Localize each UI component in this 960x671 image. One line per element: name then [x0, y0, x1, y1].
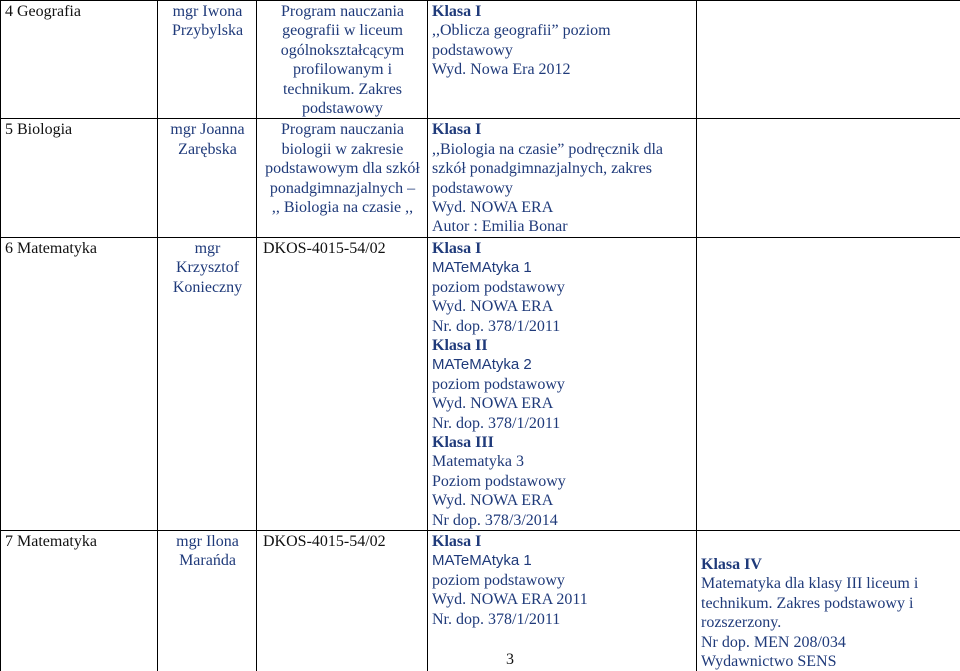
- text-line: poziom podstawowy: [432, 571, 693, 590]
- text-line: ,, Biologia na czasie ,,: [261, 198, 424, 217]
- class-heading: Klasa I: [432, 239, 693, 258]
- text-line: Nr. dop. 378/1/2011: [432, 610, 693, 629]
- program-cell: [257, 119, 428, 237]
- text-line: podstawowy: [432, 179, 693, 198]
- text-line: Wyd. NOWA ERA 2011: [432, 590, 693, 609]
- text-line: Program nauczania: [261, 2, 424, 21]
- subject-cell: 4 Geografia: [1, 1, 158, 119]
- text-line: Wyd. Nowa Era 2012: [432, 60, 693, 79]
- textbook-cell: [428, 237, 697, 530]
- notes-cell: [697, 1, 960, 119]
- text-line: MATeMAtyka 1: [432, 551, 693, 570]
- table-row: [1, 119, 960, 237]
- text-line: poziom podstawowy: [432, 375, 693, 394]
- text-line: profilowanym i: [261, 60, 424, 79]
- text-line: Wydawnictwo SENS: [701, 652, 957, 671]
- text-line: Nr dop. 378/3/2014: [432, 511, 693, 530]
- table-body: [1, 1, 960, 671]
- text-line: Wyd. NOWA ERA: [432, 297, 693, 316]
- notes-cell: [697, 237, 960, 530]
- text-line: podstawowy: [432, 41, 693, 60]
- teacher-cell: mgr Iwona Przybylska: [158, 1, 257, 119]
- program-cell: [257, 530, 428, 671]
- text-line: Program nauczania: [261, 120, 424, 139]
- text-line: geografii w liceum: [261, 21, 424, 40]
- text-line: ,,Oblicza geografii” poziom: [432, 21, 693, 40]
- text-line: ,,Biologia na czasie” podręcznik dla: [432, 140, 693, 159]
- textbook-cell: [428, 530, 697, 671]
- textbook-cell: [428, 1, 697, 119]
- program-number: DKOS-4015-54/02: [261, 532, 424, 551]
- notes-cell: [697, 119, 960, 237]
- text-line: biologii w zakresie: [261, 140, 424, 159]
- table-row: [1, 237, 960, 530]
- subject-cell: 7 Matematyka: [1, 530, 158, 671]
- textbook-cell: [428, 119, 697, 237]
- page-number: 3: [506, 650, 514, 669]
- class-heading: Klasa IV: [701, 555, 957, 574]
- class-heading: Klasa I: [432, 532, 693, 551]
- text-line: podstawowym dla szkół: [261, 159, 424, 178]
- table-row: [1, 1, 960, 119]
- text-line: Poziom podstawowy: [432, 472, 693, 491]
- text-line: Nr dop. MEN 208/034: [701, 633, 957, 652]
- class-heading: Klasa II: [432, 336, 693, 355]
- program-number: DKOS-4015-54/02: [261, 239, 424, 258]
- teacher-cell: mgr Krzysztof Konieczny: [158, 237, 257, 530]
- table-row: [1, 530, 960, 671]
- notes-cell: [697, 530, 960, 671]
- subject-cell: 5 Biologia: [1, 119, 158, 237]
- text-line: podstawowy: [261, 99, 424, 118]
- text-line: ponadgimnazjalnych –: [261, 179, 424, 198]
- teacher-cell: mgr Ilona Marańda: [158, 530, 257, 671]
- class-heading: Klasa III: [432, 433, 693, 452]
- text-line: Nr. dop. 378/1/2011: [432, 414, 693, 433]
- class-heading: Klasa I: [432, 120, 693, 139]
- text-line: Matematyka 3: [432, 452, 693, 471]
- text-line: Autor : Emilia Bonar: [432, 217, 693, 236]
- text-line: Wyd. NOWA ERA: [432, 491, 693, 510]
- program-cell: [257, 237, 428, 530]
- text-line: Nr. dop. 378/1/2011: [432, 317, 693, 336]
- text-line: ogólnokształcącym: [261, 41, 424, 60]
- program-cell: [257, 1, 428, 119]
- text-line: MATeMAtyka 2: [432, 355, 693, 374]
- teacher-cell: mgr Joanna Zarębska: [158, 119, 257, 237]
- text-line: poziom podstawowy: [432, 278, 693, 297]
- text-line: technikum. Zakres: [261, 80, 424, 99]
- text-line: Wyd. NOWA ERA: [432, 394, 693, 413]
- text-line: Matematyka dla klasy III liceum i technikum. Zakres podstawowy i rozszerzony.: [701, 574, 957, 632]
- subject-cell: 6 Matematyka: [1, 237, 158, 530]
- text-line: szkół ponadgimnazjalnych, zakres: [432, 159, 693, 178]
- class-heading: Klasa I: [432, 2, 693, 21]
- text-line: MATeMAtyka 1: [432, 258, 693, 277]
- text-line: Wyd. NOWA ERA: [432, 198, 693, 217]
